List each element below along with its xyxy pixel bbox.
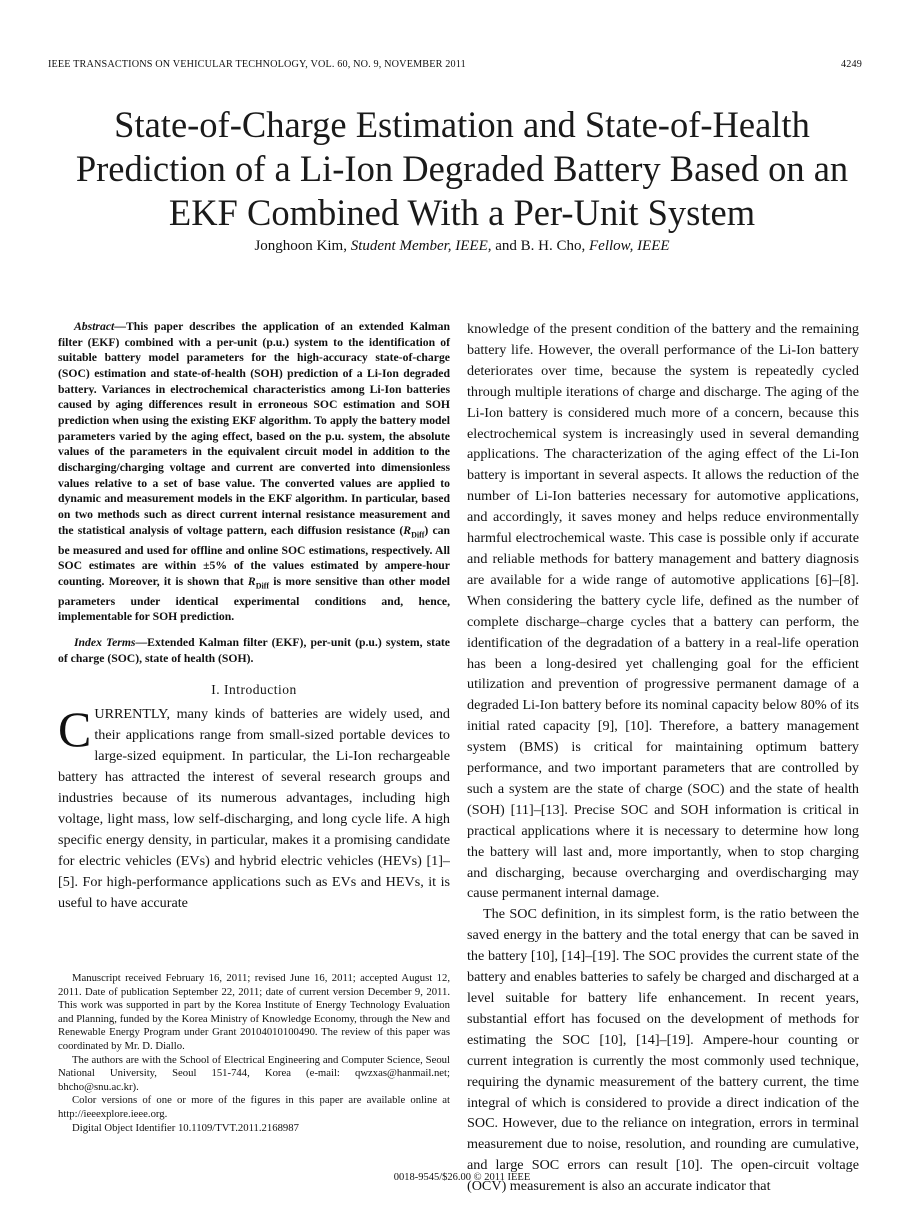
drop-cap: C [58, 704, 92, 758]
abstract-text-c: is more sensitive than other model parameters under identical experimental conditions and, hence, implementable for SOH prediction. [58, 574, 451, 624]
paper-title [30, 103, 894, 235]
author-line [30, 238, 894, 255]
rdiff-subscript-2: Diff [255, 581, 270, 591]
rdiff-subscript: Diff [411, 529, 425, 539]
section-heading-introduction: I. Introduction [211, 682, 297, 698]
footnote-manuscript: Manuscript received February 16, 2011; revised June 16, 2011; accepted August 12, 2011. Date of publication September 22, 2011; date of current version December 9, 2011. This work was supported in part by the Korea Institute of Energy Technology Evaluation and Planning, funded by the Korea Ministry of Knowledge Economy, through the New and Renewable Energy Program under Grant 20104010100490. The review of this paper was coordinated by Mr. D. Diallo. [58, 972, 450, 1052]
footnote-doi: Digital Object Identifier 10.1109/TVT.2011.2168987 [72, 1121, 299, 1134]
author-2-role: Fellow, IEEE [589, 238, 670, 254]
footnote-color: Color versions of one or more of the figures in this paper are available online at http://ieeexplore.ieee.org. [58, 1094, 450, 1120]
abstract-text-b: ) can be measured and used for offline and online SOC estimations, respectively. All SOC estimates are within ±5% of the values estimated by ampere-hour counting. Moreover, it is shown that [58, 523, 450, 588]
author-1: Jonghoon Kim, [254, 238, 347, 254]
journal-name: IEEE TRANSACTIONS ON VEHICULAR TECHNOLOGY, VOL. 60, NO. 9, NOVEMBER 2011 [48, 59, 466, 70]
footnote [58, 972, 450, 1135]
title-line-2: Prediction of a Li-Ion Degraded Battery Based on an [75, 148, 849, 189]
index-terms [58, 635, 450, 666]
title-line-1: State-of-Charge Estimation and State-of-Health [114, 104, 810, 145]
index-terms-label: Index Terms [74, 636, 136, 650]
intro-paragraph [58, 704, 450, 913]
abstract-label: Abstract [74, 320, 115, 333]
right-paragraph-2: The SOC definition, in its simplest form, is the ratio between the saved energy in the battery and the total energy that can be saved in the battery [10], [14]–[19]. The SOC provides the current state of the battery and enables batteries to safely be charged and discharged at a level suitable for battery life enhancement. In recent years, substantial effort has focused on the development of methods for estimating the SOC [10], [14]–[19]. Ampere-hour counting or current integration is currently the most commonly used technique, requiring the dynamic measurement of the battery current, the time integral of which is considered to provide a direct indication of the SOC. However, due to the reliance on integration, errors in terminal measurement due to noise, resolution, and rounding are cumulative, and large SOC errors can result [10]. The open-circuit voltage (OCV) measurement is also an accurate indicator that [467, 906, 859, 1195]
copyright-line: 0018-9545/$26.00 © 2011 IEEE [393, 1172, 531, 1183]
author-1-role: Student Member, IEEE, [350, 238, 492, 254]
footnote-authors: The authors are with the School of Electrical Engineering and Computer Science, Seoul National University, Seoul 151-744, Korea (e-mail: qwzxas@hanmail.net; bhcho@snu.ac.kr). [58, 1053, 450, 1093]
index-terms-text: —Extended Kalman filter (EKF), per-unit (p.u.) system, state of charge (SOC), state of health (SOH). [58, 636, 450, 665]
abstract-text-a: —This paper describes the application of an extended Kalman filter (EKF) combined with a per-unit (p.u.) system to the identification of suitable battery model parameters for the high-accuracy state-of-charge (SOC) estimation and state-of-health (SOH) prediction of a Li-Ion degraded battery. Variances in electrochemical characteristics among Li-Ion batteries caused by aging differences result in erroneous SOC estimation and SOH prediction when using the existing EKF algorithm. To apply the battery model parameters varied by the aging effect, based on the p.u. system, the absolute values of the parameters in the equivalent circuit model in addition to the discharging/charging voltage and current are converted into dimensionless values relative to a set of base value. The converted values are applied to dynamic and measurement models in the EKF algorithm. In particular, based on two methods such as direct current internal resistance measurement and the statistical analysis of voltage pattern, each diffusion resistance ( [58, 320, 450, 537]
running-header [48, 59, 862, 70]
left-column [58, 319, 450, 914]
rdiff-symbol: R [403, 523, 412, 537]
rdiff-symbol-2: R [247, 574, 256, 588]
right-column [467, 319, 859, 1197]
page-number: 4249 [841, 59, 862, 70]
abstract [58, 319, 450, 625]
intro-text: URRENTLY, many kinds of batteries are widely used, and their applications range from small-sized portable devices to large-sized equipment. In particular, the Li-Ion rechargeable battery has attracted the interest of several research groups and industries because of its numerous advantages, including high voltage, light mass, low self-discharging, and long cycle life. A high specific energy density, in particular, makes it a promising candidate for electric vehicles (EVs) and hybrid electric vehicles (HEVs) [1]–[5]. For high-performance applications such as EVs and HEVs, it is useful to have accurate [58, 706, 450, 911]
title-line-3: EKF Combined With a Per-Unit System [168, 192, 756, 233]
right-paragraph-1: knowledge of the present condition of the battery and the remaining battery life. However, the overall performance of the Li-Ion battery deteriorates over time, because the system is repeatedly cycled through multiple iterations of charge and discharge. The aging of the Li-Ion battery is considered much more of a concern, because this electrochemical system is increasingly used in several demanding applications. The characterization of the aging effect of the Li-Ion battery is important in several aspects. It allows the reduction of the number of Li-Ion batteries necessary for automotive applications, and accordingly, it saves money and helps reduce environmentally harmful electrochemical waste. This case is possible only if accurate and reliable methods for battery management and battery diagnosis are available for a wide range of automotive applications [6]–[8]. When considering the battery cycle life, defined as the number of complete discharge–charge cycles that a battery can perform, the identification of the degradation of a battery in a real-life operation has been a long-desired yet challenging goal for the efficient utilization and prevention of progressive permanent damage of a degraded Li-Ion battery before its nominal capacity below 80% of its initial rated capacity [9], [10]. Therefore, a battery management system (BMS) is critical for maintaining optimum battery performance, and two important parameters that are controlled by such a system are the state of charge (SOC) and the state of health (SOH) [11]–[13]. Precise SOC and SOH information is critical in practical applications where it is necessary to determine how long the battery will last and, more importantly, when to stop charging and discharging, because overcharging and overdischarging may cause permanent internal damage. [467, 321, 859, 902]
author-2: and B. H. Cho, [495, 238, 586, 254]
